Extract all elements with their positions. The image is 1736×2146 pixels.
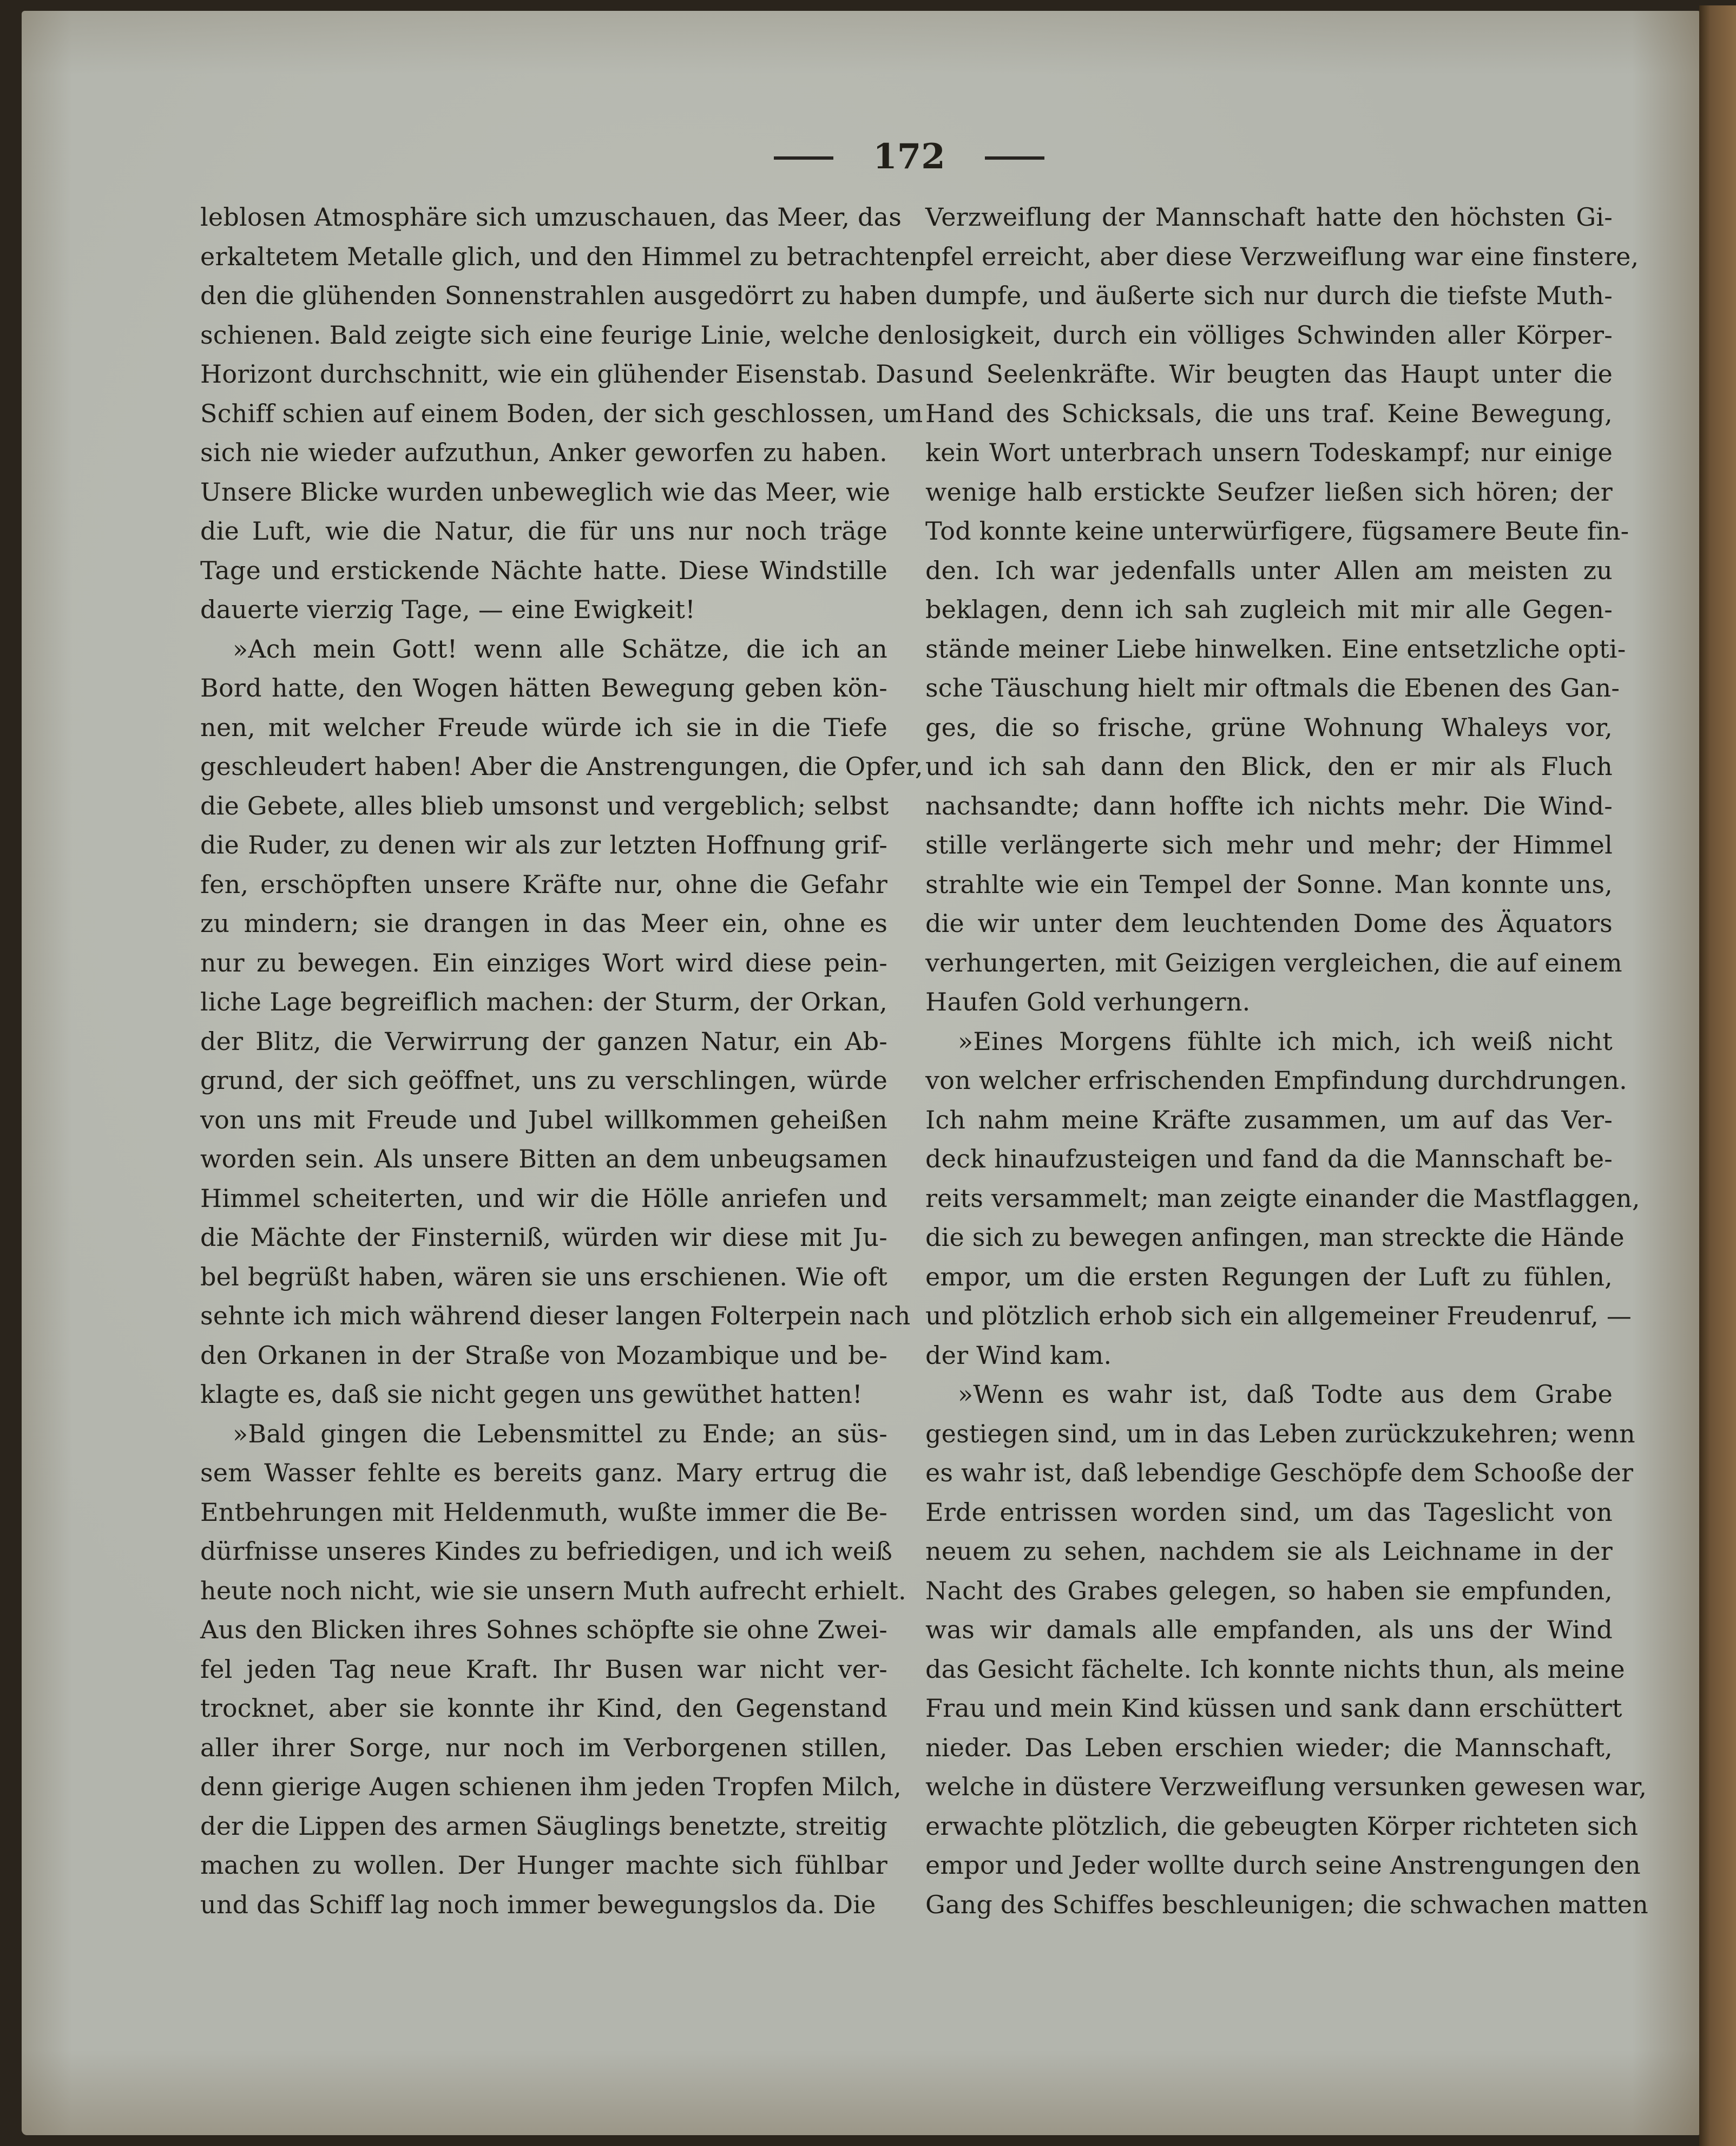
text-line: verhungerten, mit Geizigen vergleichen, die auf einem bbox=[925, 948, 1622, 977]
text-line: die Ruder, zu denen wir als zur letzten Hoffnung grif- bbox=[200, 830, 887, 859]
text-line: von welcher erfrischenden Empfindung durchdrungen. bbox=[925, 1066, 1627, 1095]
text-line: Unsere Blicke wurden unbeweglich wie das Meer, wie bbox=[200, 477, 891, 507]
text-line: Tod konnte keine unterwürfigere, fügsamere Beute fin- bbox=[925, 516, 1629, 546]
text-line: es wahr ist, daß lebendige Geschöpfe dem Schooße der bbox=[925, 1458, 1634, 1487]
page-header bbox=[774, 133, 1044, 181]
text-line: pfel erreicht, aber diese Verzweiflung war eine finstere, bbox=[925, 241, 1639, 271]
text-line: erwachte plötzlich, die gebeugten Körper richteten sich bbox=[925, 1811, 1639, 1841]
text-line: empor, um die ersten Regungen der Luft zu fühlen, bbox=[925, 1262, 1613, 1291]
text-line: von uns mit Freude und Jubel willkommen geheißen bbox=[200, 1105, 887, 1134]
text-line: Gang des Schiffes beschleunigen; die schwachen matten bbox=[925, 1889, 1648, 1919]
text-line: sich nie wieder aufzuthun, Anker geworfen zu haben. bbox=[200, 438, 887, 467]
text-line: denn gierige Augen schienen ihm jeden Tropfen Milch, bbox=[200, 1772, 902, 1801]
text-line: die Mächte der Finsterniß, würden wir diese mit Ju- bbox=[200, 1223, 887, 1252]
text-line: fel jeden Tag neue Kraft. Ihr Busen war nicht ver- bbox=[200, 1654, 887, 1684]
text-line: die Gebete, alles blieb umsonst und vergeblich; selbst bbox=[200, 791, 889, 821]
text-line: der Wind kam. bbox=[925, 1340, 1112, 1370]
text-line: Horizont durchschnitt, wie ein glühender Eisenstab. Das bbox=[200, 359, 924, 389]
text-line: leblosen Atmosphäre sich umzuschauen, das Meer, das bbox=[200, 202, 902, 232]
text-line: gestiegen sind, um in das Leben zurückzukehren; wenn bbox=[925, 1419, 1635, 1448]
text-line: nieder. Das Leben erschien wieder; die Mannschaft, bbox=[925, 1732, 1613, 1762]
text-line: die sich zu bewegen anfingen, man streckte die Hände bbox=[925, 1223, 1625, 1252]
text-line: sehnte ich mich während dieser langen Folterpein nach bbox=[200, 1301, 911, 1330]
text-line: Nacht des Grabes gelegen, so haben sie empfunden, bbox=[925, 1576, 1613, 1605]
text-line: ges, die so frische, grüne Wohnung Whaleys vor, bbox=[925, 712, 1613, 742]
text-line: »Bald gingen die Lebensmittel zu Ende; an süs- bbox=[233, 1419, 887, 1448]
text-line: die Luft, wie die Natur, die für uns nur noch träge bbox=[200, 516, 887, 546]
text-line: neuem zu sehen, nachdem sie als Leichname in der bbox=[925, 1537, 1613, 1566]
text-line: kein Wort unterbrach unsern Todeskampf; nur einige bbox=[925, 438, 1613, 467]
text-column-right bbox=[925, 198, 1648, 1924]
text-line: nen, mit welcher Freude würde ich sie in die Tiefe bbox=[200, 712, 887, 742]
text-line: dürfnisse unseres Kindes zu befriedigen, und ich weiß bbox=[200, 1537, 893, 1566]
text-line: schienen. Bald zeigte sich eine feurige Linie, welche den bbox=[200, 320, 925, 350]
text-line: Erde entrissen worden sind, um das Tageslicht von bbox=[925, 1497, 1613, 1527]
text-line: Verzweiflung der Mannschaft hatte den höchsten Gi- bbox=[925, 202, 1613, 232]
text-line: aller ihrer Sorge, nur noch im Verborgenen stillen, bbox=[200, 1732, 887, 1762]
text-line: Himmel scheiterten, und wir die Hölle anriefen und bbox=[200, 1183, 887, 1213]
text-line: Haufen Gold verhungern. bbox=[925, 987, 1251, 1016]
text-line: was wir damals alle empfanden, als uns der Wind bbox=[925, 1615, 1613, 1644]
text-line: Entbehrungen mit Heldenmuth, wußte immer die Be- bbox=[200, 1497, 887, 1527]
text-line: losigkeit, durch ein völliges Schwinden aller Körper- bbox=[925, 320, 1613, 350]
text-line: wenige halb erstickte Seufzer ließen sich hören; der bbox=[925, 477, 1613, 507]
text-line: nachsandte; dann hoffte ich nichts mehr. Die Wind- bbox=[925, 791, 1613, 821]
text-line: der die Lippen des armen Säuglings benetzte, streitig bbox=[200, 1811, 887, 1841]
text-line: geschleudert haben! Aber die Anstrengungen, die Opfer, bbox=[200, 752, 923, 781]
text-line: stände meiner Liebe hinwelken. Eine entsetzliche opti- bbox=[925, 634, 1626, 664]
text-line: sem Wasser fehlte es bereits ganz. Mary ertrug die bbox=[200, 1458, 887, 1487]
text-line: die wir unter dem leuchtenden Dome des Äquators bbox=[925, 909, 1613, 938]
text-line: liche Lage begreiflich machen: der Sturm, der Orkan, bbox=[200, 987, 887, 1016]
text-line: trocknet, aber sie konnte ihr Kind, den Gegenstand bbox=[200, 1694, 887, 1723]
text-line: klagte es, daß sie nicht gegen uns gewüthet hatten! bbox=[200, 1380, 863, 1409]
text-line: den Orkanen in der Straße von Mozambique und be- bbox=[200, 1340, 887, 1370]
text-line: dauerte vierzig Tage, — eine Ewigkeit! bbox=[200, 595, 695, 624]
text-line: Ich nahm meine Kräfte zusammen, um auf das Ver- bbox=[925, 1105, 1613, 1134]
text-line: empor und Jeder wollte durch seine Anstrengungen den bbox=[925, 1850, 1641, 1880]
text-line: sche Täuschung hielt mir oftmals die Ebenen des Gan- bbox=[925, 673, 1620, 703]
text-line: Aus den Blicken ihres Sohnes schöpfte sie ohne Zwei- bbox=[200, 1615, 887, 1644]
header-rule-right bbox=[985, 156, 1044, 160]
text-line: grund, der sich geöffnet, uns zu verschlingen, würde bbox=[200, 1066, 887, 1095]
text-line: erkaltetem Metalle glich, und den Himmel zu betrachten, bbox=[200, 241, 935, 271]
text-line: den. Ich war jedenfalls unter Allen am meisten zu bbox=[925, 555, 1613, 585]
text-line: Bord hatte, den Wogen hätten Bewegung geben kön- bbox=[200, 673, 887, 703]
text-line: bel begrüßt haben, wären sie uns erschienen. Wie oft bbox=[200, 1262, 887, 1291]
text-line: »Eines Morgens fühlte ich mich, ich weiß nicht bbox=[958, 1026, 1613, 1056]
text-line: zu mindern; sie drangen in das Meer ein, ohne es bbox=[200, 909, 887, 938]
text-line: Tage und erstickende Nächte hatte. Diese Windstille bbox=[200, 555, 887, 585]
text-line: »Ach mein Gott! wenn alle Schätze, die ich an bbox=[233, 634, 887, 664]
text-line: beklagen, denn ich sah zugleich mit mir alle Gegen- bbox=[925, 595, 1613, 624]
text-line: Frau und mein Kind küssen und sank dann erschüttert bbox=[925, 1694, 1622, 1723]
text-line: und plötzlich erhob sich ein allgemeiner Freudenruf, — bbox=[925, 1301, 1632, 1330]
text-line: der Blitz, die Verwirrung der ganzen Natur, ein Ab- bbox=[200, 1026, 887, 1056]
text-line: das Gesicht fächelte. Ich konnte nichts thun, als meine bbox=[925, 1654, 1625, 1684]
adjacent-page-edge bbox=[1699, 5, 1736, 2146]
text-line: deck hinaufzusteigen und fand da die Mannschaft be- bbox=[925, 1144, 1613, 1173]
text-line: »Wenn es wahr ist, daß Todte aus dem Grabe bbox=[958, 1380, 1613, 1409]
text-line: reits versammelt; man zeigte einander die Mastflaggen, bbox=[925, 1183, 1640, 1213]
text-line: und ich sah dann den Blick, den er mir als Fluch bbox=[925, 752, 1613, 781]
text-line: und Seelenkräfte. Wir beugten das Haupt unter die bbox=[925, 359, 1613, 389]
text-line: und das Schiff lag noch immer bewegungslos da. Die bbox=[200, 1889, 876, 1919]
page-number: 172 bbox=[873, 136, 945, 177]
text-line: welche in düstere Verzweiflung versunken gewesen war, bbox=[925, 1772, 1647, 1801]
text-line: machen zu wollen. Der Hunger machte sich fühlbar bbox=[200, 1850, 887, 1880]
text-line: nur zu bewegen. Ein einziges Wort wird diese pein- bbox=[200, 948, 887, 977]
text-line: heute noch nicht, wie sie unsern Muth aufrecht erhielt. bbox=[200, 1576, 906, 1605]
text-line: den die glühenden Sonnenstrahlen ausgedörrt zu haben bbox=[200, 281, 917, 310]
text-line: worden sein. Als unsere Bitten an dem unbeugsamen bbox=[200, 1144, 887, 1173]
header-rule-left bbox=[774, 156, 833, 160]
text-line: dumpfe, und äußerte sich nur durch die tiefste Muth- bbox=[925, 281, 1613, 310]
text-line: strahlte wie ein Tempel der Sonne. Man konnte uns, bbox=[925, 869, 1613, 899]
text-line: Schiff schien auf einem Boden, der sich geschlossen, um bbox=[200, 398, 923, 428]
text-line: stille verlängerte sich mehr und mehr; der Himmel bbox=[925, 830, 1613, 859]
text-line: fen, erschöpften unsere Kräfte nur, ohne die Gefahr bbox=[200, 869, 887, 899]
text-line: Hand des Schicksals, die uns traf. Keine Bewegung, bbox=[925, 398, 1613, 428]
text-column-left bbox=[200, 198, 935, 1924]
